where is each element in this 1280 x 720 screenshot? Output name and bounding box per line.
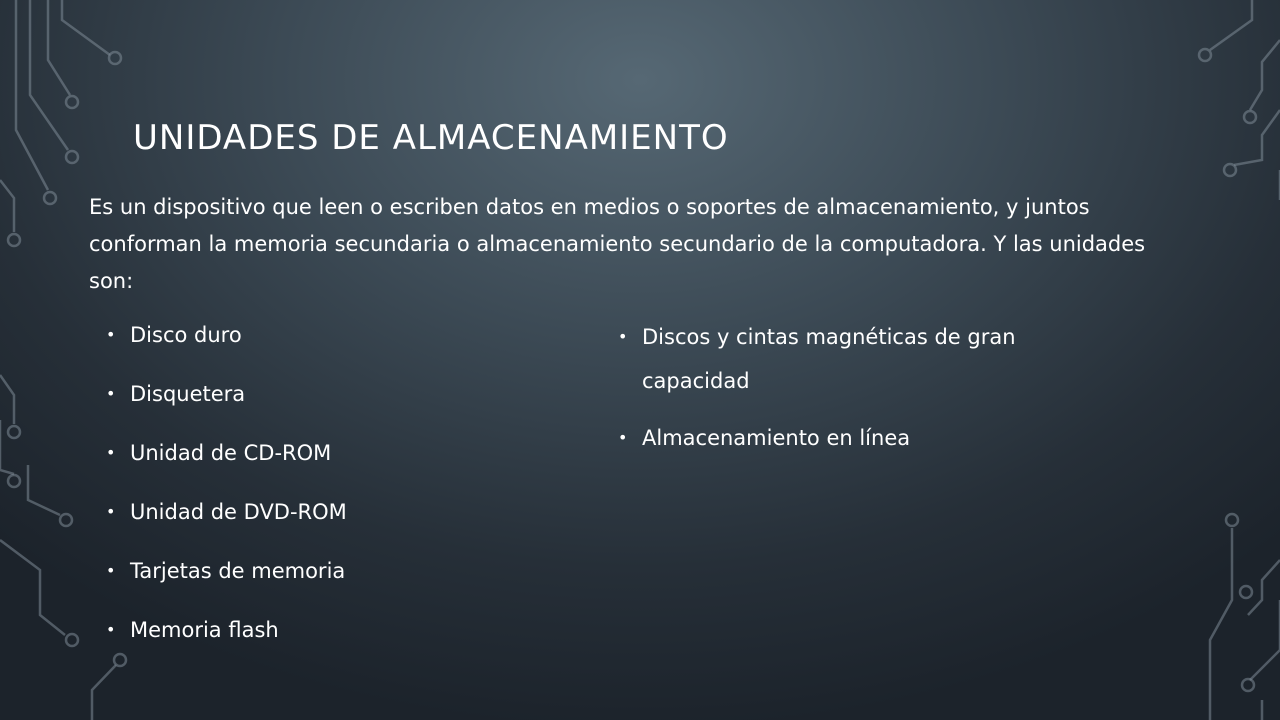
list-item-label: Unidad de CD-ROM [130, 441, 332, 465]
list-item-label: Disquetera [130, 382, 246, 406]
list-item-label: Unidad de DVD-ROM [130, 500, 347, 524]
bullet-icon: • [618, 327, 628, 346]
list-item [618, 416, 1098, 460]
bullet-icon: • [106, 325, 116, 344]
list-item-label: Disco duro [130, 323, 242, 347]
list-item [618, 315, 1098, 403]
storage-list-right [618, 315, 1098, 473]
bullet-icon: • [106, 384, 116, 403]
list-item-label: Almacenamiento en línea [642, 426, 911, 450]
slide-title: UNIDADES DE ALMACENAMIENTO [133, 118, 729, 158]
list-item [106, 551, 526, 591]
list-item [106, 374, 526, 414]
list-item-label: Tarjetas de memoria [130, 559, 346, 583]
bullet-icon: • [106, 620, 116, 639]
list-item [106, 315, 526, 355]
bullet-icon: • [106, 561, 116, 580]
storage-list-left [106, 315, 526, 669]
list-item-label: Memoria flash [130, 618, 279, 642]
list-item [106, 433, 526, 473]
bullet-icon: • [106, 443, 116, 462]
bullet-icon: • [106, 502, 116, 521]
list-item-label: Discos y cintas magnéticas de gran capacidad [642, 325, 1016, 393]
bullet-icon: • [618, 428, 628, 447]
list-item [106, 492, 526, 532]
list-item [106, 610, 526, 650]
intro-paragraph: Es un dispositivo que leen o escriben datos en medios o soportes de almacenamiento, y juntos conforman la memoria secundaria o almacenamiento secundario de la computadora. Y las unidades son: [89, 195, 1146, 293]
